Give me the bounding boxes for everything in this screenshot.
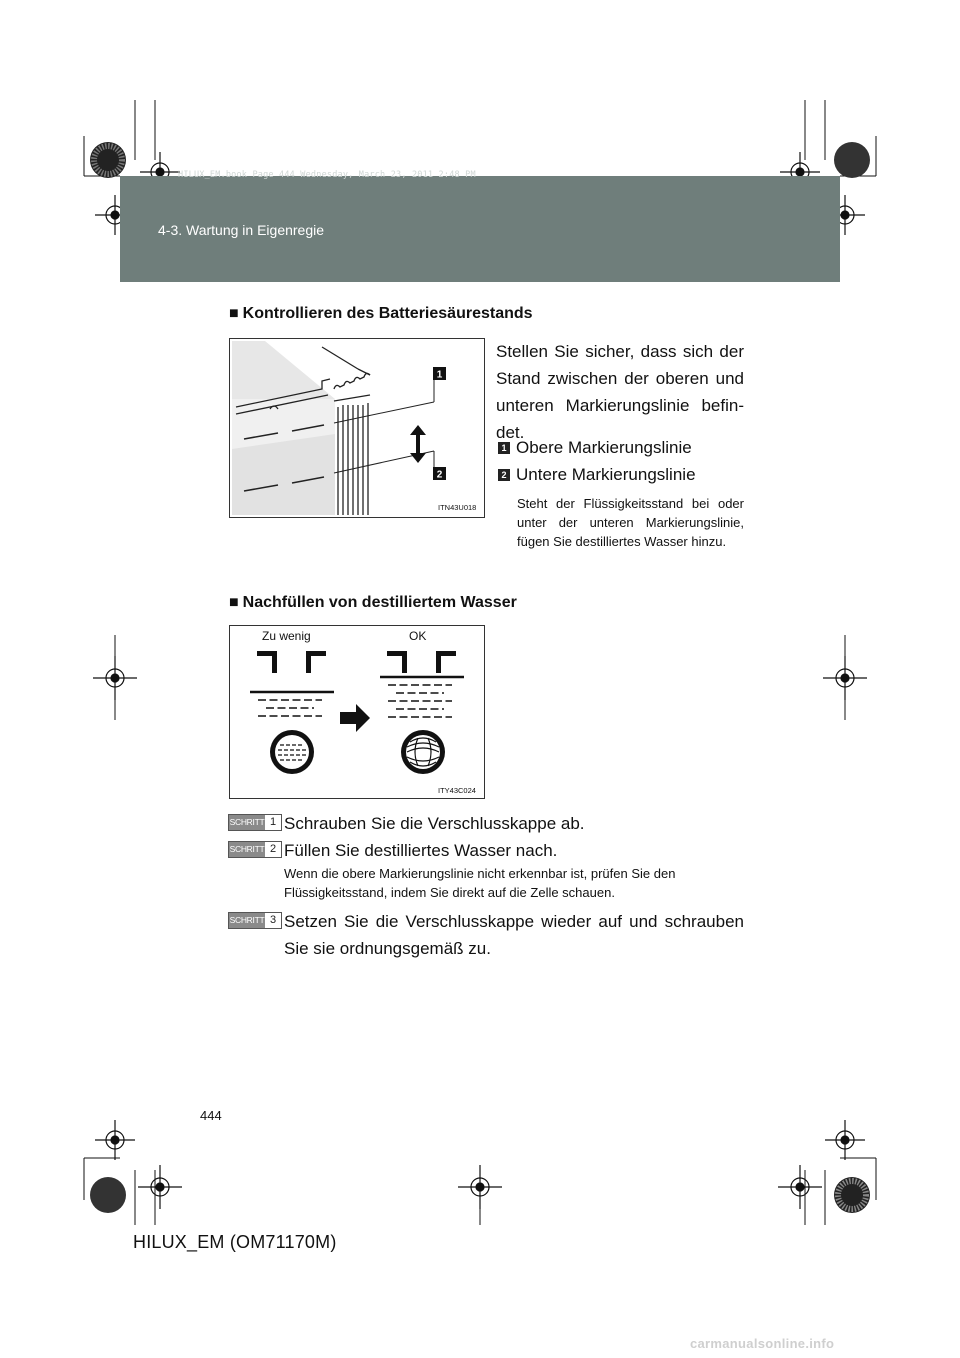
book-info: HILUX_EM.book Page 444 Wednesday, March 23, 2011 2:48 PM (178, 170, 476, 180)
legend-number-2: 2 (498, 469, 510, 481)
heading-bullet: ■ (229, 594, 239, 611)
step-text-2: Füllen Sie destilliertes Wasser nach. (284, 841, 558, 860)
battery-level-figure (229, 338, 485, 518)
model-code: HILUX_EM (OM71170M) (133, 1232, 337, 1252)
water-level-illustration (230, 626, 484, 798)
step-badge-number: 3 (265, 913, 281, 928)
step-badge-2 (228, 841, 282, 858)
watermark: carmanualsonline.info (690, 1336, 835, 1351)
step-badge-label: SCHRITT (229, 842, 265, 857)
step-badge-label: SCHRITT (229, 815, 265, 830)
label-too-low: Zu wenig (262, 629, 311, 643)
step-badge-number: 1 (265, 815, 281, 830)
heading-bullet: ■ (229, 305, 239, 322)
label-ok: OK (409, 629, 427, 643)
section1-heading (229, 305, 533, 323)
legend-label-1: Obere Markierungslinie (516, 438, 692, 457)
step-text-1: Schrauben Sie die Verschlusskappe ab. (284, 814, 585, 833)
section2-heading (229, 594, 517, 612)
legend-label-2: Untere Markierungslinie (516, 465, 696, 484)
section1-paragraph: Stellen Sie sicher, dass sich der Stand zwischen der oberen und unteren Markierungslinie befindet. (496, 342, 744, 442)
water-level-figure (229, 625, 485, 799)
legend-item-1 (498, 434, 692, 461)
page-number: 444 (200, 1108, 222, 1123)
svg-text:2: 2 (436, 469, 443, 481)
step-note-2: Wenn die obere Markierungslinie nicht erkennbar ist, prüfen Sie den Flüssigkeitsstand, indem Sie direkt auf die Zelle schauen. (284, 866, 676, 900)
legend-item-2 (498, 461, 696, 488)
section1-heading-text: Kontrollieren des Batteriesäurestands (242, 305, 533, 322)
step-badge-number: 2 (265, 842, 281, 857)
legend-number-1: 1 (498, 442, 510, 454)
section2-heading-text: Nachfüllen von destilliertem Wasser (242, 594, 517, 611)
figure1-code: ITN43U018 (438, 503, 477, 512)
section1-note: Steht der Flüssigkeitsstand bei oder unter der unteren Markierungslinie, fügen Sie destilliertes Wasser hinzu. (517, 496, 744, 549)
svg-text:1: 1 (436, 369, 443, 381)
section-label: 4-3. Wartung in Eigenregie (158, 222, 325, 238)
step-badge-1 (228, 814, 282, 831)
battery-illustration (230, 339, 484, 517)
step-badge-3 (228, 912, 282, 929)
figure2-code: ITY43C024 (438, 786, 476, 795)
step-badge-label: SCHRITT (229, 913, 265, 928)
step-text-3: Setzen Sie die Verschlusskappe wieder auf und schrauben Sie sie ordnungsgemäß zu. (284, 912, 744, 958)
